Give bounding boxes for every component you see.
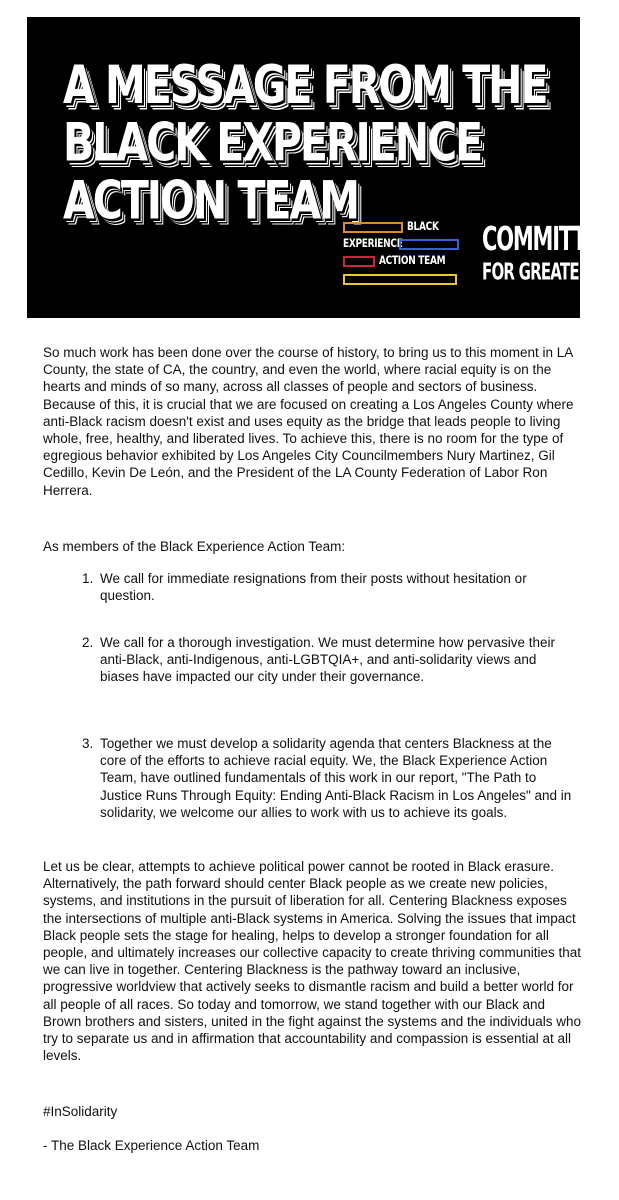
list-item-number: 3. bbox=[82, 736, 94, 751]
logo-word-experience: EXPERIENCE bbox=[343, 238, 403, 251]
headline-line-3: ACTION TEAM bbox=[63, 169, 358, 232]
members-intro: As members of the Black Experience Action Team: bbox=[43, 539, 346, 554]
committee-logo-line2-prefix: FOR GREATER bbox=[482, 257, 594, 286]
list-item-text: We call for a thorough investigation. We must determine how pervasive their anti-Black, anti-Indigenous, anti-LGBTQIA+, and anti-solidarity views and biases have impacted our city under their governance. bbox=[100, 635, 555, 685]
signature: - The Black Experience Action Team bbox=[43, 1138, 260, 1153]
committee-logo-la: LA bbox=[593, 253, 619, 288]
list-item bbox=[82, 735, 572, 821]
logo-bar-red bbox=[343, 256, 375, 267]
logo-bar-yellow bbox=[343, 274, 457, 285]
list-item-text: Together we must develop a solidarity agenda that centers Blackness at the core of the efforts to achieve racial equity. We, the Black Experience Action Team, have outlined fundamentals of this work in our report, "The Path to Justice Runs Through Equity: Ending Anti-Black Racism in Los Angeles" and in solidarity, we welcome our allies to work with us to achieve its goals. bbox=[100, 736, 572, 820]
committee-logo-line1: COMMITTEE bbox=[482, 220, 612, 258]
list-item-number: 1. bbox=[82, 571, 94, 586]
list-item-text: We call for immediate resignations from their posts without hesitation or question. bbox=[100, 571, 527, 604]
closing-paragraph: Let us be clear, attempts to achieve political power cannot be rooted in Black erasure. Alternatively, the path forward should center Black people as we create new policies, systems, and institutions in the pursuit of liberation for all. Centering Blackness exposes the intersections of multiple anti-Black systems in America. Solving the issues that impact Black people sets the stage for healing, helps to develop a stronger foundation for all people, and ultimately increases our collective capacity to create thriving communities that we can live in together. Centering Blackness is the pathway toward an inclusive, progressive worldview that actively seeks to dismantle racism and build a better world for all people of all races. So today and tomorrow, we stand together with our Black and Brown brothers and sisters, united in the fight against the systems and the individuals who try to separate us and in affirmation that accountability and compassion is essential at all levels. bbox=[43, 859, 582, 1064]
committee-logo-line2 bbox=[482, 253, 619, 288]
logo-word-black: BLACK bbox=[407, 221, 439, 234]
logo-bar-orange bbox=[343, 222, 403, 233]
headline-line-2: BLACK EXPERIENCE bbox=[63, 112, 482, 174]
logo-bar-blue bbox=[399, 239, 459, 250]
headline-line-1: A MESSAGE FROM THE bbox=[63, 54, 547, 116]
beat-logo bbox=[343, 222, 463, 290]
logo-word-action-team: ACTION TEAM bbox=[379, 255, 446, 268]
hashtag: #InSolidarity bbox=[43, 1104, 118, 1119]
headline bbox=[63, 54, 547, 232]
header-banner bbox=[27, 17, 619, 318]
intro-paragraph: So much work has been done over the course of history, to bring us to this moment in LA County, the state of CA, the country, and even the world, where racial equity is on the hearts and minds of so many, across all classes of people and sectors of business. Because of this, it is crucial that we are focused on creating a Los Angeles County where anti-Black racism doesn't exist and uses equity as the bridge that leads people to living whole, free, healthy, and liberated lives. To achieve this, there is no room for the type of egregious behavior exhibited by Los Angeles City Councilmembers Nury Martinez, Gil Cedillo, Kevin De León, and the President of the LA County Federation of Labor Ron Herrera. bbox=[43, 345, 574, 498]
list-item-number: 2. bbox=[82, 635, 94, 650]
list-item bbox=[82, 570, 572, 604]
list-item bbox=[82, 634, 572, 686]
committee-logo bbox=[482, 222, 619, 286]
